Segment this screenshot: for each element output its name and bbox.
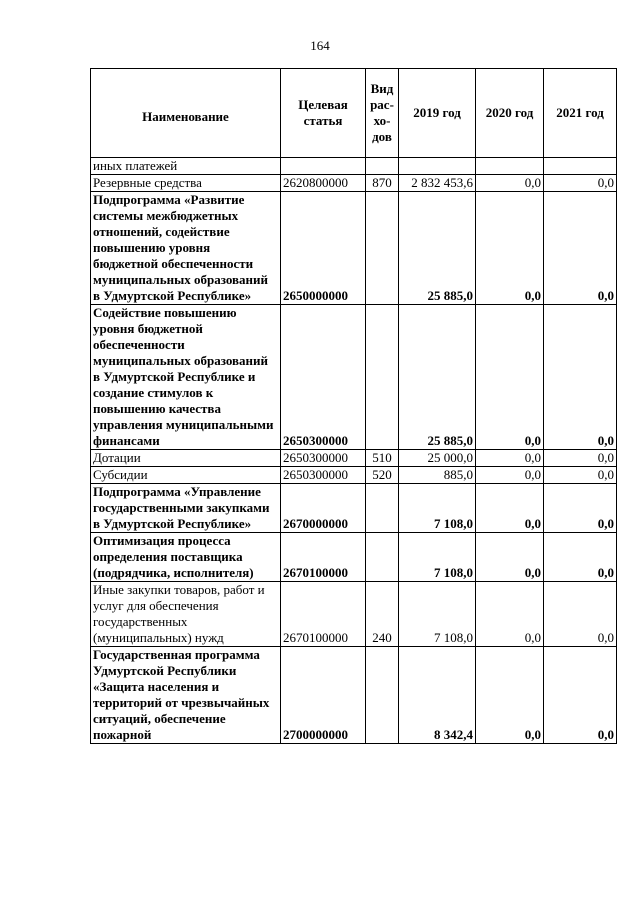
cell-kind [366, 305, 399, 450]
cell-kind [366, 533, 399, 582]
cell-name: Подпрограмма «Развитие системы межбюджетных отношений, содействие повышению уровня бюджетной обеспеченности муниципальных образований в Удмуртской Республике» [91, 192, 281, 305]
cell-code: 2620800000 [281, 175, 366, 192]
cell-name: Дотации [91, 450, 281, 467]
header-code: Целевая статья [281, 69, 366, 158]
cell-code: 2670100000 [281, 533, 366, 582]
table-row [91, 582, 617, 647]
table-row [91, 158, 617, 175]
table-row [91, 533, 617, 582]
cell-name: Государственная программа Удмуртской Республики «Защита населения и территорий от чрезвычайных ситуаций, обеспечение пожарной [91, 647, 281, 744]
cell-kind [366, 192, 399, 305]
cell-kind: 510 [366, 450, 399, 467]
cell-2020 [476, 158, 544, 175]
cell-2019: 25 885,0 [399, 192, 476, 305]
cell-2021: 0,0 [544, 450, 617, 467]
cell-kind [366, 158, 399, 175]
cell-2019: 885,0 [399, 467, 476, 484]
cell-2019: 25 000,0 [399, 450, 476, 467]
cell-code: 2670100000 [281, 582, 366, 647]
header-kind: Вид рас-хо-дов [366, 69, 399, 158]
cell-2021: 0,0 [544, 647, 617, 744]
cell-2021 [544, 158, 617, 175]
cell-code [281, 158, 366, 175]
cell-2020: 0,0 [476, 647, 544, 744]
cell-2020: 0,0 [476, 484, 544, 533]
cell-2021: 0,0 [544, 175, 617, 192]
table-body [91, 158, 617, 744]
cell-name: Иные закупки товаров, работ и услуг для обеспечения государственных (муниципальных) нужд [91, 582, 281, 647]
cell-name: Подпрограмма «Управление государственными закупками в Удмуртской Республике» [91, 484, 281, 533]
cell-2019: 7 108,0 [399, 582, 476, 647]
cell-2021: 0,0 [544, 467, 617, 484]
cell-code: 2700000000 [281, 647, 366, 744]
cell-kind: 240 [366, 582, 399, 647]
cell-2019 [399, 158, 476, 175]
cell-2019: 2 832 453,6 [399, 175, 476, 192]
cell-2020: 0,0 [476, 305, 544, 450]
cell-name: Оптимизация процесса определения поставщика (подрядчика, исполнителя) [91, 533, 281, 582]
table-row [91, 467, 617, 484]
cell-2021: 0,0 [544, 484, 617, 533]
cell-code: 2650300000 [281, 467, 366, 484]
table-row [91, 484, 617, 533]
cell-kind [366, 484, 399, 533]
table-header-row [91, 69, 617, 158]
cell-2020: 0,0 [476, 175, 544, 192]
header-2019: 2019 год [399, 69, 476, 158]
cell-code: 2650000000 [281, 192, 366, 305]
cell-2020: 0,0 [476, 582, 544, 647]
cell-2021: 0,0 [544, 582, 617, 647]
cell-code: 2670000000 [281, 484, 366, 533]
cell-kind: 870 [366, 175, 399, 192]
cell-2021: 0,0 [544, 192, 617, 305]
cell-2020: 0,0 [476, 533, 544, 582]
table-row [91, 647, 617, 744]
cell-2021: 0,0 [544, 305, 617, 450]
cell-2019: 7 108,0 [399, 484, 476, 533]
cell-name: Резервные средства [91, 175, 281, 192]
table-row [91, 175, 617, 192]
cell-name: Субсидии [91, 467, 281, 484]
table-row [91, 305, 617, 450]
header-2020: 2020 год [476, 69, 544, 158]
cell-code: 2650300000 [281, 305, 366, 450]
cell-kind: 520 [366, 467, 399, 484]
table-row [91, 192, 617, 305]
header-2021: 2021 год [544, 69, 617, 158]
cell-kind [366, 647, 399, 744]
cell-2020: 0,0 [476, 450, 544, 467]
budget-table [90, 68, 617, 744]
header-name: Наименование [91, 69, 281, 158]
cell-2019: 25 885,0 [399, 305, 476, 450]
cell-name: иных платежей [91, 158, 281, 175]
cell-2019: 8 342,4 [399, 647, 476, 744]
table-row [91, 450, 617, 467]
cell-code: 2650300000 [281, 450, 366, 467]
page-number: 164 [310, 38, 330, 53]
cell-2020: 0,0 [476, 467, 544, 484]
cell-2020: 0,0 [476, 192, 544, 305]
cell-name: Содействие повышению уровня бюджетной обеспеченности муниципальных образований в Удмуртской Республике и создание стимулов к повышению качества управления муниципальными финансами [91, 305, 281, 450]
cell-2021: 0,0 [544, 533, 617, 582]
cell-2019: 7 108,0 [399, 533, 476, 582]
